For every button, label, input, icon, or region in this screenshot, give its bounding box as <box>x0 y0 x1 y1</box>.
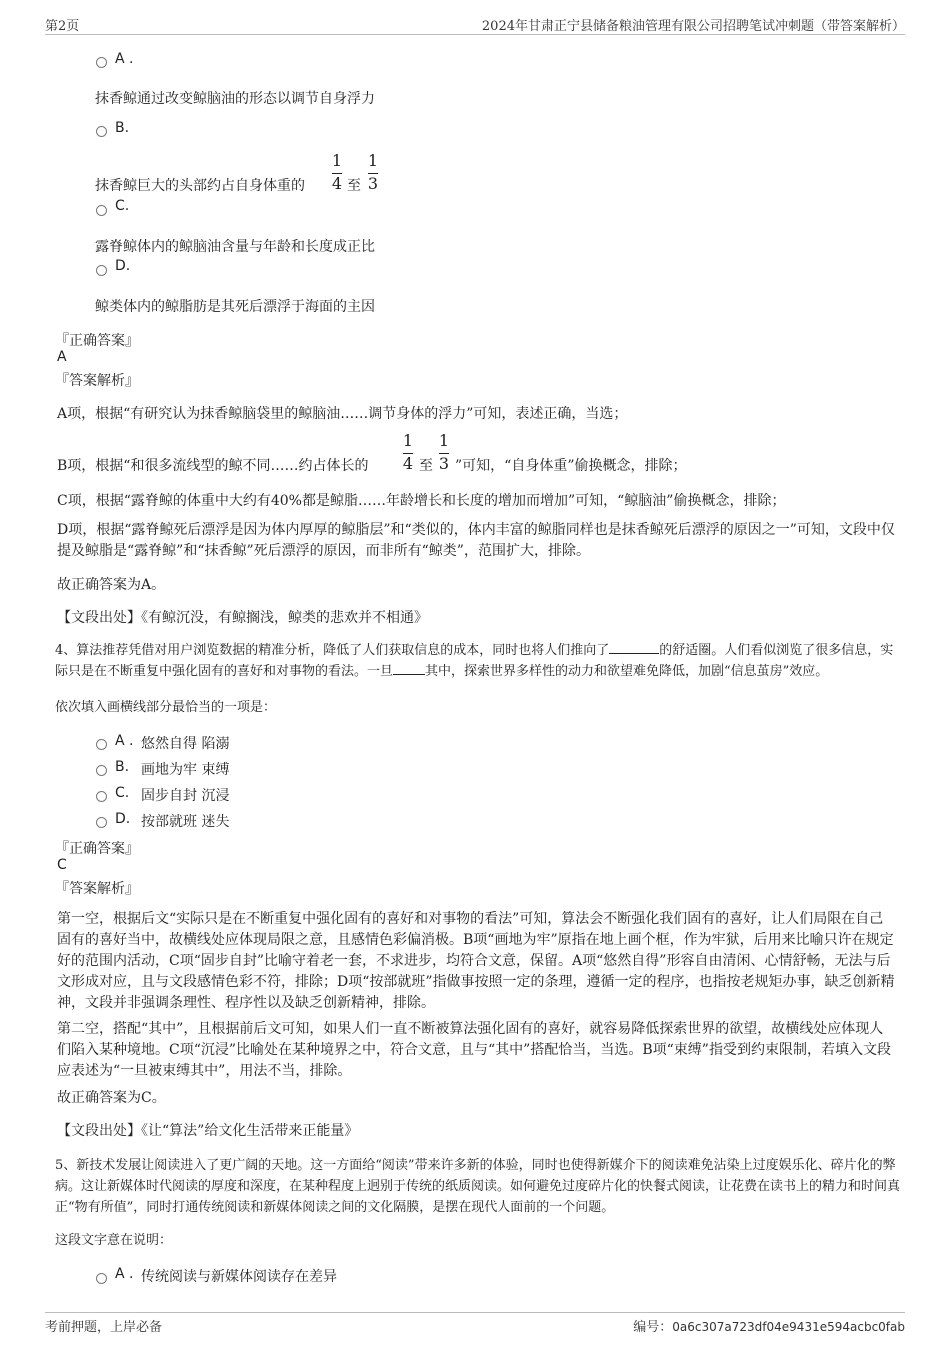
question-5-stem: 5、新技术发展让阅读进入了更广阔的天地。这一方面给“阅读”带来许多新的体验，同时也使得新媒介下的阅读难免沾染上过度娱乐化、碎片化的弊病。这让新媒体时代阅读的厚度和深度，在某种程度上迥别于传统的纸质阅读。如何避免过度碎片化的快餐式阅读，让花费在读书上的精力和时间真正“物有所值”，同时打通传统阅读和新媒体阅读之间的文化隔膜，是摆在现代人面前的一个问题。 <box>55 1158 901 1215</box>
radio-option-a[interactable] <box>96 1273 107 1284</box>
option-c-label: C. <box>115 785 130 801</box>
option-a-label: A . <box>115 51 134 67</box>
analysis-b-post: ”可知，“自身体重”偷换概念，排除； <box>455 458 687 474</box>
conclusion: 故正确答案为A。 <box>57 577 166 593</box>
analysis-c: C项，根据“露脊鲸的体重中大约有40%都是鲸脂……年龄增长和长度的增加而增加”可知，“鲸脑油”偷换概念，排除； <box>57 493 786 509</box>
option-b-text: 画地为牢 束缚 <box>141 762 230 778</box>
fraction-numerator: 1 <box>402 431 414 450</box>
radio-option-a[interactable] <box>96 57 107 68</box>
answer-label: 『正确答案』 <box>55 841 139 857</box>
fraction-numerator: 1 <box>367 151 379 170</box>
radio-option-b[interactable] <box>96 126 107 137</box>
fraction-denominator: 4 <box>402 454 414 473</box>
analysis-blank-1: 第一空，根据后文“实际只是在不断重复中强化固有的喜好和对事物的看法”可知，算法会不断强化我们固有的喜好，让人们局限在自己固有的喜好当中，故横线处应体现局限之意，且感情色彩偏消极。B项“画地为牢”原指在地上画个框，作为牢狱，后用来比喻只许在规定好的范围内活动，C项“固步自封”比喻守着老一套，不求进步，均符合文意，保留。A项“悠然自得”形容自由清闲、心情舒畅，无法与后文形成对应，且与文段感情色彩不符，排除；D项“按部就班”指做事按照一定的条理，遵循一定的程序，也指按老规矩办事，缺乏创新精神，文段并非强调条理性、程序性以及缺乏创新精神，排除。 <box>57 911 895 1011</box>
option-a-text: 抹香鲸通过改变鲸脑油的形态以调节自身浮力 <box>95 91 375 107</box>
answer-label: 『正确答案』 <box>55 333 139 349</box>
radio-option-a[interactable] <box>96 739 107 750</box>
analysis-b-pre: B项，根据“和很多流线型的鲸不同……约占体长的 <box>57 458 369 474</box>
code-label: 编号： <box>633 1320 673 1335</box>
option-a-text: 悠然自得 陷溺 <box>141 736 230 752</box>
option-d-text: 按部就班 迷失 <box>141 814 230 830</box>
conclusion: 故正确答案为C。 <box>57 1090 166 1106</box>
option-b-label: B. <box>115 120 130 136</box>
option-a-label: A . <box>115 1266 134 1282</box>
footer-code <box>633 1316 905 1335</box>
radio-option-c[interactable] <box>96 205 107 216</box>
analysis-blank-2: 第二空，搭配“其中”，且根据前后文可知，如果人们一直不断被算法强化固有的喜好，就容易降低探索世界的欲望，故横线处应体现人们陷入某种境地。C项“沉浸”比喻处在某种境界之中，符合文意，且与“其中”搭配恰当，当选。B项“束缚”指受到约束限制，若填入文段应表述为“一旦被束缚其中”，用法不当，排除。 <box>57 1021 891 1079</box>
analysis-b-mid: 至 <box>419 458 433 474</box>
option-c-text: 露脊鲸体内的鲸脑油含量与年龄和长度成正比 <box>95 239 375 255</box>
stem-part: 的舒适圈。人们看似浏览了很多信息，实际只是在不断重复中强化固有的喜好和对事物的看法。一旦 <box>55 643 894 679</box>
footer-slogan: 考前押题，上岸必备 <box>45 1320 163 1335</box>
fraction-denominator: 3 <box>438 454 450 473</box>
radio-option-d[interactable] <box>96 265 107 276</box>
stem-part: 4、算法推荐凭借对用户浏览数据的精准分析，降低了人们获取信息的成本，同时也将人们推向了 <box>55 643 610 658</box>
fraction-numerator: 1 <box>438 431 450 450</box>
footer-rule <box>45 1312 905 1313</box>
question-4-stem <box>55 640 900 682</box>
radio-option-d[interactable] <box>96 817 107 828</box>
analysis-a: A项，根据“有研究认为抹香鲸脑袋里的鲸脑油……调节身体的浮力”可知，表述正确，当选； <box>57 406 628 422</box>
radio-option-b[interactable] <box>96 765 107 776</box>
fill-blank-1 <box>609 653 659 654</box>
fill-blank-2 <box>393 674 425 675</box>
fraction-denominator: 3 <box>367 174 379 193</box>
question-prompt: 这段文字意在说明： <box>55 1233 173 1248</box>
analysis-d: D项，根据“露脊鲸死后漂浮是因为体内厚厚的鲸脂层”和“类似的，体内丰富的鲸脂同样也是抹香鲸死后漂浮的原因之一”可知，文段中仅提及鲸脂是“露脊鲸”和“抹香鲸”死后漂浮的原因，而非所有“鲸类”，范围扩大，排除。 <box>57 522 895 559</box>
option-b-mid: 至 <box>347 178 361 194</box>
analysis-label: 『答案解析』 <box>55 373 139 389</box>
fraction-numerator: 1 <box>331 151 343 170</box>
option-d-label: D. <box>115 811 131 827</box>
answer-value: C <box>57 857 67 873</box>
stem-part: 其中，探索世界多样性的动力和欲望难免降低，加剧“信息茧房”效应。 <box>425 664 829 679</box>
option-d-label: D. <box>115 258 131 274</box>
option-a-text: 传统阅读与新媒体阅读存在差异 <box>141 1269 337 1285</box>
fraction-denominator: 4 <box>331 174 343 193</box>
radio-option-c[interactable] <box>96 791 107 802</box>
option-b-label: B. <box>115 759 130 775</box>
question-prompt: 依次填入画横线部分最恰当的一项是： <box>55 700 277 715</box>
document-title: 2024年甘肃正宁县储备粮油管理有限公司招聘笔试冲刺题（带答案解析） <box>481 19 905 34</box>
code-value: 0a6c307a723df04e9431e594acbc0fab <box>672 1320 905 1334</box>
option-d-text: 鲸类体内的鲸脂肪是其死后漂浮于海面的主因 <box>95 299 375 315</box>
option-c-text: 固步自封 沉浸 <box>141 788 230 804</box>
option-c-label: C. <box>115 198 130 214</box>
option-b-text: 抹香鲸巨大的头部约占自身体重的 <box>95 178 305 194</box>
source-citation: 【文段出处】《让“算法”给文化生活带来正能量》 <box>57 1123 359 1139</box>
source-citation: 【文段出处】《有鲸沉没，有鲸搁浅，鲸类的悲欢并不相通》 <box>57 610 428 626</box>
analysis-label: 『答案解析』 <box>55 881 139 897</box>
answer-value: A <box>57 349 67 365</box>
option-a-label: A . <box>115 733 134 749</box>
page-number: 第2页 <box>45 19 80 34</box>
header-rule <box>45 34 905 35</box>
